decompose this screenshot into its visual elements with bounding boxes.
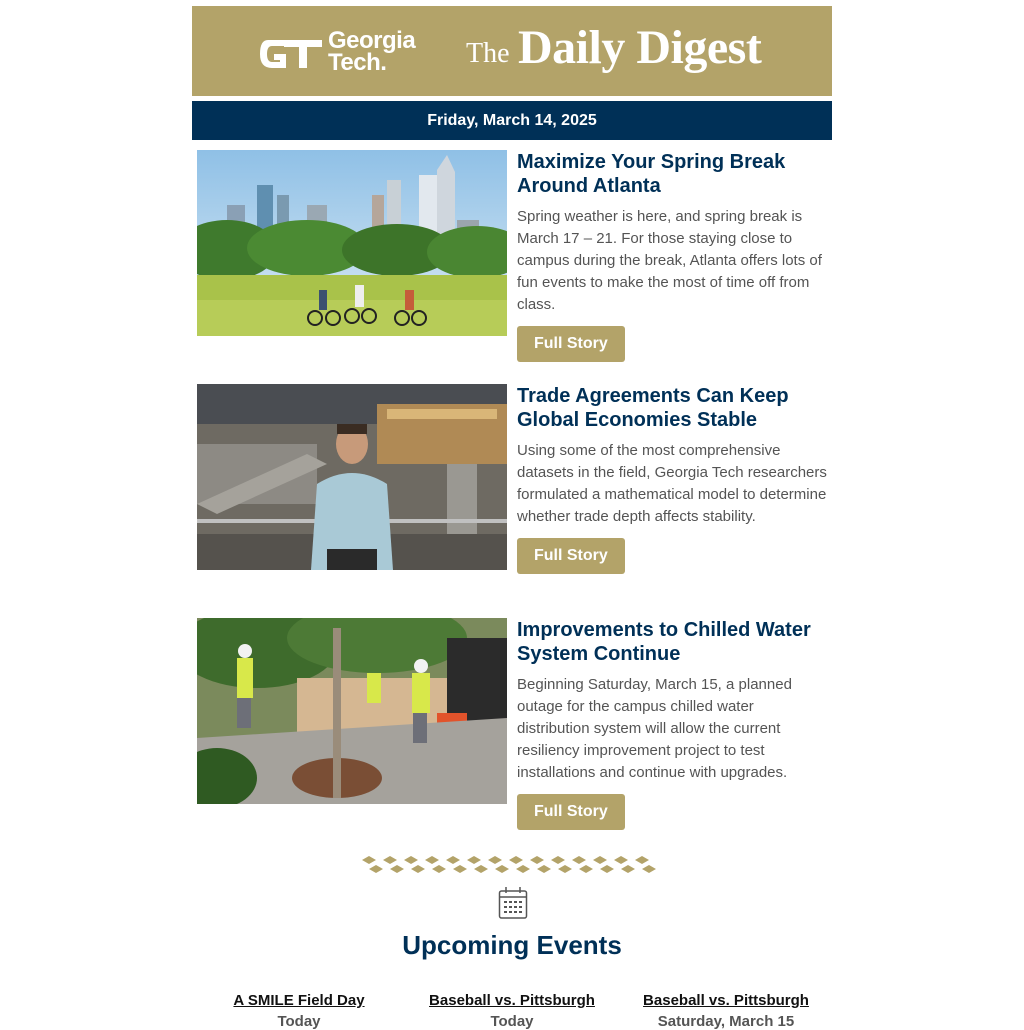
gt-monogram-icon — [258, 34, 324, 74]
event-date: Saturday, March 15 — [657, 1013, 795, 1030]
event-title-link[interactable]: Baseball vs. Pittsburgh — [429, 992, 595, 1009]
dateline: Friday, March 14, 2025 — [192, 101, 832, 140]
brand-prefix: The — [466, 38, 510, 69]
events-heading: Upcoming Events — [402, 930, 622, 960]
story-title[interactable]: Trade Agreements Can Keep Global Economies Stable — [517, 385, 789, 431]
story-description: Spring weather is here, and spring break is March 17 – 21. For those staying close to campus during the break, Atlanta offers lots of fun events to make the most of time off from class. — [517, 208, 822, 313]
logo-line-2: Tech. — [328, 49, 387, 76]
calendar-icon — [498, 886, 528, 920]
story-image-researcher[interactable] — [197, 384, 507, 570]
logo-line-1: Georgia — [328, 27, 416, 54]
event-date: Today — [490, 1013, 534, 1030]
event-item — [626, 992, 826, 1030]
story-title[interactable]: Improvements to Chilled Water System Continue — [517, 619, 811, 665]
full-story-button[interactable]: Full Story — [517, 326, 625, 362]
story-image-atlanta-park[interactable] — [197, 150, 507, 336]
masthead — [192, 6, 832, 96]
event-date: Today — [277, 1013, 321, 1030]
full-story-button[interactable]: Full Story — [517, 794, 625, 830]
story-body — [517, 150, 829, 362]
story-card — [197, 618, 827, 838]
georgia-tech-logo — [258, 28, 418, 80]
event-item — [199, 992, 399, 1030]
story-body — [517, 618, 829, 830]
story-description: Using some of the most comprehensive datasets in the field, Georgia Tech researchers formulated a mathematical model to determine whether trade depth affects stability. — [517, 442, 827, 525]
story-title[interactable]: Maximize Your Spring Break Around Atlanta — [517, 151, 786, 197]
event-title-link[interactable]: A SMILE Field Day — [233, 992, 365, 1009]
story-card — [197, 150, 827, 370]
event-title-link[interactable]: Baseball vs. Pittsburgh — [643, 992, 809, 1009]
story-image-construction[interactable] — [197, 618, 507, 804]
newsletter-title: Daily Digest — [518, 21, 762, 74]
diamond-divider-icon — [362, 856, 662, 874]
story-body — [517, 384, 829, 574]
event-item — [412, 992, 612, 1030]
story-card — [197, 384, 827, 604]
logo-wordmark — [328, 27, 416, 76]
story-description: Beginning Saturday, March 15, a planned outage for the campus chilled water distribution system will allow the current resiliency improvement project to test installations and continue with upgrades. — [517, 676, 792, 781]
full-story-button[interactable]: Full Story — [517, 538, 625, 574]
